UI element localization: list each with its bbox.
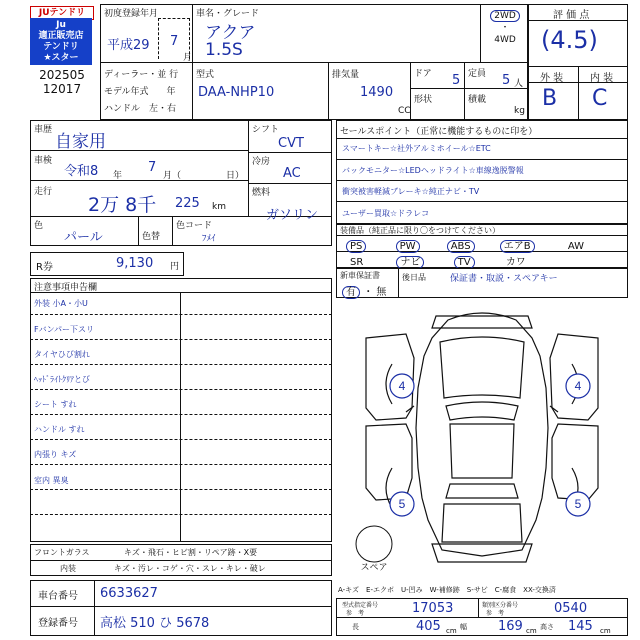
inspection-month: 7 <box>148 160 157 175</box>
color-code: ﾌﾒｲ <box>202 234 216 244</box>
selling-point-line: ユーザー買取☆ドラレコ <box>342 209 430 218</box>
tire-front-right: 4 <box>574 379 582 393</box>
tire-rear-right: 5 <box>574 497 582 511</box>
notes-section <box>30 278 332 542</box>
length-label: 長 <box>352 623 359 631</box>
lot-line: 202505 <box>39 68 85 82</box>
selling-point-line: 衝突被害軽減ブレーキ☆純正ナビ・TV <box>342 187 480 196</box>
height-label: 高さ <box>540 623 554 631</box>
damage-legend: A-キズ E-エクボ U-凹み W-補修跡 S-サビ C-腐食 XX-交換済 <box>338 586 556 594</box>
exterior-label: 外 装 <box>540 73 564 84</box>
height-value: 145 <box>568 619 593 634</box>
mileage-label: 走行 <box>34 187 53 197</box>
capacity-label: 定員 <box>468 69 487 79</box>
exterior-grade: B <box>542 86 558 111</box>
plate-label: 登録番号 <box>38 618 78 629</box>
interior-grade: C <box>592 86 608 111</box>
interior-text: キズ・汚レ・コゲ・穴・スレ・キレ・破レ <box>114 564 266 573</box>
drive-2wd: 2WD <box>487 10 523 22</box>
capacity-value: 5 <box>502 73 511 88</box>
equipment-row-1 <box>346 237 626 252</box>
model-label: 型式 <box>196 70 215 80</box>
selling-points-label: セールスポイント（正常に機能するものに印を） <box>340 127 538 137</box>
dealer-label: ディーラー・並 行 <box>104 70 179 80</box>
class-value: 0540 <box>554 601 588 616</box>
logo-top: JUテンドリ <box>30 6 94 20</box>
car-name-label: 車名・グレード <box>196 9 260 19</box>
warranty-no: 無 <box>376 287 387 298</box>
shift-value: CVT <box>278 136 304 151</box>
color-label: 色 <box>34 221 44 231</box>
first-reg-label: 初度登録年月 <box>104 9 159 19</box>
color-value: パール <box>64 230 103 245</box>
displacement-value: 1490 <box>360 85 394 100</box>
equip-navi: ナビ <box>396 256 424 269</box>
recycle-section <box>30 252 184 276</box>
note-item: Fバンパー下スリ <box>34 325 95 334</box>
chassis-value: 6633627 <box>100 586 158 601</box>
glass-text: キズ・飛石・ヒビ割・リペア跡・X要 <box>124 548 258 557</box>
mileage-sub: 225 <box>175 196 200 211</box>
type-value: 17053 <box>412 601 454 616</box>
usage-value: 自家用 <box>55 132 106 152</box>
selling-point-line: スマートキー☆社外アルミホイール☆ETC <box>342 144 491 153</box>
recycle-value: 9,130 <box>116 256 154 271</box>
glass-label: フロントガラス <box>34 548 90 557</box>
warranty-value <box>342 283 386 298</box>
recycle-label: R券 <box>36 262 53 273</box>
type-sub: 参 考 <box>346 610 365 617</box>
fuel-label: 燃料 <box>252 188 271 198</box>
ac-label: 冷房 <box>252 157 271 167</box>
logo-text: ★スター <box>43 53 79 63</box>
interior-label: 内 装 <box>590 73 614 84</box>
model-value: DAA-NHP10 <box>198 85 275 100</box>
width-label: 幅 <box>460 623 467 631</box>
equip-aw: AW <box>567 241 584 252</box>
tire-rear-left: 5 <box>398 497 406 511</box>
grade-score: (4.5) <box>541 26 598 54</box>
note-item: 内張り キズ <box>34 450 77 459</box>
logo-badge <box>30 18 92 65</box>
inspection-year-unit: 年 <box>113 171 123 181</box>
first-reg-era: 平成29 <box>107 38 150 53</box>
car-name: アクア <box>205 23 256 43</box>
class-sub: 参 考 <box>486 610 505 617</box>
displacement-label: 排気量 <box>332 70 360 80</box>
handle-label: ハンドル 左・右 <box>104 104 177 114</box>
drive-4wd: 4WD <box>494 35 516 45</box>
equip-leather: カワ <box>505 257 526 268</box>
interior-label: 内装 <box>60 564 76 573</box>
warranty-yes: 有 <box>342 286 360 299</box>
tire-front-left: 4 <box>398 379 406 393</box>
equip-tv: TV <box>454 256 475 269</box>
width-unit: cm <box>526 627 537 635</box>
inspection-label: 車検 <box>34 156 53 166</box>
logo-text: 適正販売店 <box>38 31 84 41</box>
lot-number <box>32 68 92 96</box>
first-reg-month-unit: 月 <box>183 53 193 63</box>
logo-text: Ju <box>56 20 66 30</box>
inspection-month-unit: 月（ <box>163 171 182 181</box>
displacement-unit: CC <box>398 106 411 116</box>
load-label: 積載 <box>468 95 487 105</box>
color-change-label: 色替 <box>142 232 161 242</box>
logo-text: テンドリ <box>43 42 79 52</box>
equip-airbag: エアB <box>500 240 535 253</box>
equipment-label: 装備品（純正品に限り〇をつけてください） <box>340 226 500 235</box>
model-year-label: モデル年式 年 <box>104 87 176 97</box>
width-value: 169 <box>498 619 523 634</box>
warranty-label: 新車保証書 <box>340 271 380 280</box>
load-unit: kg <box>514 106 525 116</box>
lot-line: 12017 <box>42 82 82 96</box>
doors-label: ドア <box>414 69 432 79</box>
note-item: 室内 異臭 <box>34 476 69 485</box>
docs-value: 保証書・取説・スペアキー <box>450 274 558 284</box>
length-unit: cm <box>446 627 457 635</box>
inspection-era: 令和8 <box>64 164 99 179</box>
car-grade: 1.5S <box>205 40 243 60</box>
ac-value: AC <box>283 166 301 181</box>
color-code-label: 色コード <box>176 221 213 231</box>
class-label: 類別区分番号 <box>482 602 519 609</box>
shift-label: シフト <box>252 125 280 135</box>
note-item: タイヤひび割れ <box>34 350 90 359</box>
recycle-unit: 円 <box>170 262 180 272</box>
note-item: ﾍｯﾄﾞﾗｲﾄｸﾘｱとび <box>34 375 90 384</box>
height-unit: cm <box>600 627 611 635</box>
notes-label: 注意事項申告欄 <box>34 283 98 293</box>
first-reg-month: 7 <box>170 34 179 49</box>
note-item: 外装 小A・小U <box>34 299 88 308</box>
warranty-dot: ・ <box>363 287 374 298</box>
length-value: 405 <box>416 619 441 634</box>
selling-point-line: バックモニター☆LEDヘッドライト☆車線逸脱警報 <box>342 166 524 175</box>
type-label: 型式指定番号 <box>342 602 379 609</box>
equip-abs: ABS <box>447 240 475 253</box>
shape-label: 形状 <box>414 95 433 105</box>
equip-pw: PW <box>396 240 420 253</box>
usage-label: 車歴 <box>34 125 53 135</box>
inspection-day-unit: 日） <box>226 171 245 181</box>
car-damage-diagram <box>336 298 628 580</box>
equipment-row-2 <box>350 253 630 268</box>
fuel-value: ガソリン <box>266 208 319 223</box>
chassis-label: 車台番号 <box>38 591 78 602</box>
docs-label: 後日品 <box>402 273 426 282</box>
spare-label: スペア <box>360 562 388 572</box>
capacity-unit: 人 <box>514 79 524 89</box>
grade-label: 評 価 点 <box>553 10 590 21</box>
mileage-value: 2万 8千 <box>88 194 157 216</box>
equip-ps: PS <box>346 240 366 253</box>
equip-sr: SR <box>350 257 364 268</box>
note-item: シート すれ <box>34 400 77 409</box>
plate-value: 高松 510 ひ 5678 <box>100 616 210 631</box>
note-item: ハンドル すれ <box>34 425 85 434</box>
mileage-unit: km <box>212 202 226 212</box>
doors-value: 5 <box>452 73 461 88</box>
drive-type <box>487 10 523 46</box>
drive-dot: ・ <box>500 23 510 33</box>
